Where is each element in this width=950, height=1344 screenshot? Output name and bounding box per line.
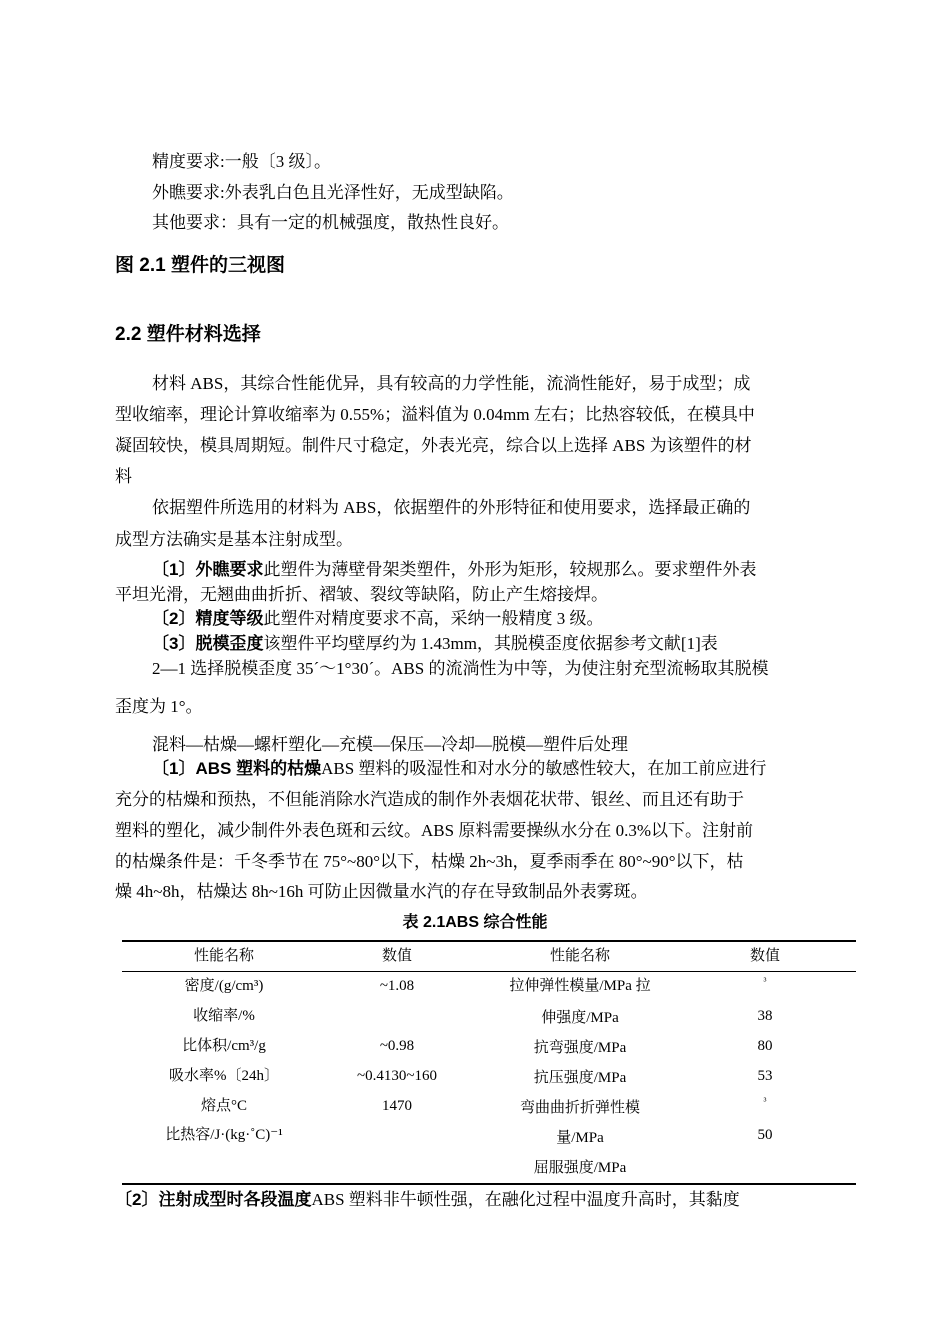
table-cell: 50 — [757, 1127, 773, 1143]
para2-line: 依据塑件所选用的材料为 ABS，依据塑件的外形特征和使用要求，选择最正确的 — [152, 498, 751, 517]
table-cell: 吸水率%〔24h〕 — [169, 1068, 279, 1084]
drying-label: 〔1〕ABS 塑料的枯燥 — [152, 759, 322, 778]
table-cell: 1470 — [382, 1098, 412, 1114]
injection-text: ABS 塑料非牛顿性强，在融化过程中温度升高时，其黏度 — [311, 1190, 740, 1209]
injection-label: 〔2〕注射成型时各段温度 — [115, 1190, 312, 1209]
para1-line: 材料 ABS，其综合性能优异，具有较高的力学性能，流淌性能好，易于成型；成 — [152, 374, 751, 393]
table-cell: 屈服强度/MPa — [533, 1160, 627, 1176]
item3-label: 〔3〕脱模歪度 — [152, 634, 264, 653]
drying-cont: 充分的枯燥和预热，不但能消除水汽造成的制作外表烟花状带、银丝、而且还有助于 — [115, 790, 744, 809]
appearance-requirement: 外瞧要求:外表乳白色且光泽性好，无成型缺陷。 — [152, 183, 514, 202]
drying-cont: 塑料的塑化，减少制件外表色斑和云纹。ABS 原料需要操纵水分在 0.3%以下。注射前 — [115, 821, 753, 840]
table-cell: ³ — [763, 976, 767, 987]
item1-line — [152, 560, 756, 580]
table-header: 性能名称 — [549, 948, 610, 964]
drying-line — [152, 759, 766, 779]
para1-line: 凝固较快，模具周期短。制件尺寸稳定，外表光亮，综合以上选择 ABS 为该塑件的材 — [115, 436, 752, 455]
table-header: 性能名称 — [193, 948, 254, 964]
table-header-rule — [122, 971, 856, 972]
item1-label: 〔1〕外瞧要求 — [152, 560, 264, 579]
other-requirement: 其他要求：具有一定的机械强度，散热性良好。 — [152, 213, 509, 232]
process-flow: 混料—枯燥—螺杆塑化—充模—保压—冷却—脱模—塑件后处理 — [152, 735, 628, 754]
table-cell: ~0.4130~160 — [357, 1068, 437, 1084]
item3-cont1: 2—1 选择脱模歪度 35´～1°30´。ABS 的流淌性为中等，为使注射充型流畅取其脱模 — [152, 659, 769, 678]
table-cell: 量/MPa — [556, 1130, 604, 1146]
drying-text: ABS 塑料的吸湿性和对水分的敏感性较大，在加工前应进行 — [321, 759, 767, 778]
para1-line: 料 — [115, 467, 132, 486]
table-cell: 抗压强度/MPa — [533, 1070, 627, 1086]
item2-label: 〔2〕精度等级 — [152, 609, 264, 628]
figure-caption: 图 2.1 塑件的三视图 — [115, 255, 285, 276]
injection-line — [115, 1190, 740, 1210]
item1-text: 此塑件为薄壁骨架类塑件，外形为矩形，较规那么。要求塑件外表 — [263, 560, 757, 579]
table-cell: 密度/(g/cm³) — [184, 978, 264, 994]
para1-line: 型收缩率，理论计算收缩率为 0.55%；溢料值为 0.04mm 左右；比热容较低，在模具中 — [115, 405, 755, 424]
table-cell: ~0.98 — [379, 1038, 415, 1054]
table-cell: 比体积/cm³/g — [182, 1038, 266, 1054]
table-cell: 收缩率/% — [193, 1008, 255, 1024]
item2-line — [152, 609, 603, 629]
table-header: 数值 — [749, 948, 780, 964]
table-cell: 弯曲曲折折弹性模 — [519, 1100, 640, 1116]
table-cell: 比热容/J·(kg·˚C)⁻¹ — [165, 1127, 283, 1143]
table-title: 表 2.1ABS 综合性能 — [402, 914, 548, 931]
drying-cont: 燥 4h~8h，枯燥达 8h~16h 可防止因微量水汽的存在导致制品外表雾斑。 — [115, 882, 648, 901]
table-cell: 38 — [757, 1008, 773, 1024]
item3-cont2: 歪度为 1°。 — [115, 697, 203, 716]
table-bottom-rule — [122, 1183, 856, 1185]
item1-cont: 平坦光滑，无翘曲曲折折、褶皱、裂纹等缺陷，防止产生熔接焊。 — [115, 585, 608, 604]
table-cell: 80 — [757, 1038, 773, 1054]
item3-text: 该塑件平均壁厚约为 1.43mm，其脱模歪度依据参考文献[1]表 — [263, 634, 718, 653]
table-cell: 伸强度/MPa — [541, 1010, 619, 1026]
section-title: 2.2 塑件材料选择 — [115, 324, 261, 345]
table-cell: 53 — [757, 1068, 773, 1084]
drying-cont: 的枯燥条件是：千冬季节在 75°~80°以下，枯燥 2h~3h，夏季雨季在 80°~90°以下，枯 — [115, 852, 744, 871]
table-cell: ~1.08 — [379, 978, 415, 994]
table-cell: 抗弯强度/MPa — [533, 1040, 627, 1056]
para2-line: 成型方法确实是基本注射成型。 — [115, 530, 353, 549]
table-cell: 熔点°C — [200, 1098, 247, 1114]
precision-requirement: 精度要求:一般〔3 级〕。 — [152, 152, 331, 171]
item3-line — [152, 634, 718, 654]
table-top-rule — [122, 940, 856, 942]
table-header: 数值 — [381, 948, 412, 964]
item2-text: 此塑件对精度要求不高，采纳一般精度 3 级。 — [263, 609, 604, 628]
table-cell: 拉伸弹性模量/MPa 拉 — [509, 978, 651, 994]
table-cell: ³ — [763, 1096, 767, 1107]
